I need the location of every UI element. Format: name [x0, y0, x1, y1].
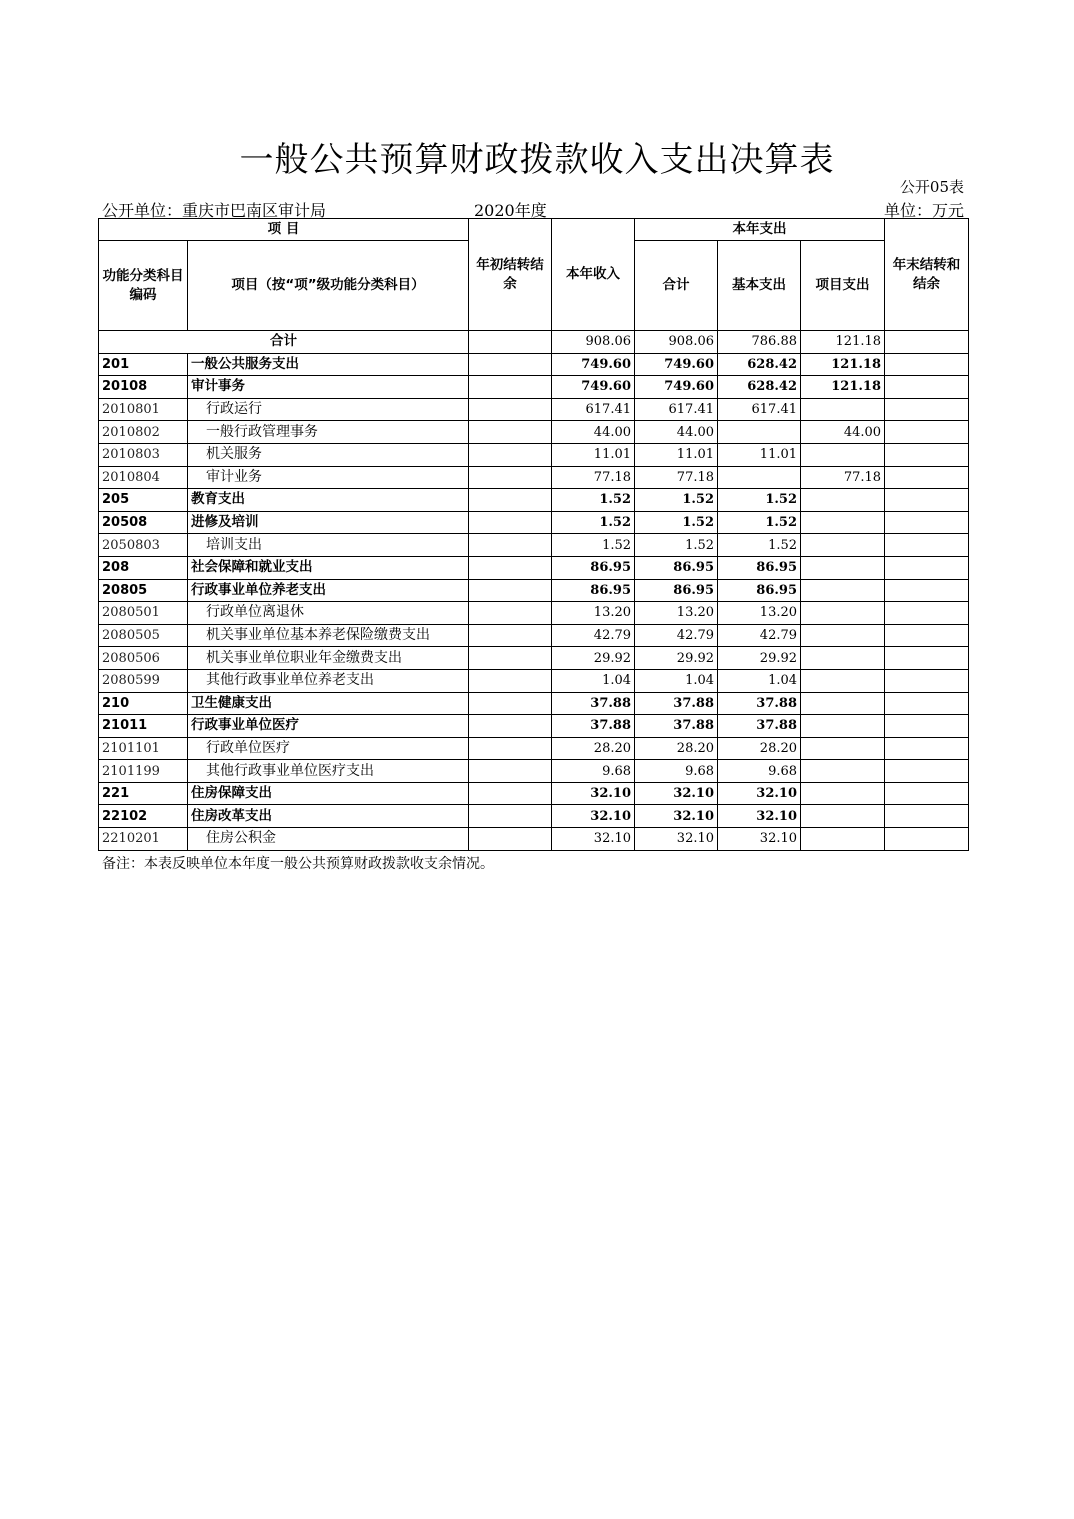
row-name: 教育支出 — [188, 489, 469, 512]
row-opening — [469, 805, 552, 828]
row-income: 28.20 — [552, 737, 635, 760]
row-project: 121.18 — [801, 353, 885, 376]
row-name: 住房公积金 — [188, 828, 469, 851]
header-expense-group: 本年支出 — [635, 219, 885, 241]
row-name: 其他行政事业单位医疗支出 — [188, 760, 469, 783]
table-row — [99, 579, 969, 602]
row-income: 617.41 — [552, 398, 635, 421]
row-opening — [469, 579, 552, 602]
table-row — [99, 692, 969, 715]
row-project — [801, 579, 885, 602]
row-basic: 37.88 — [718, 692, 801, 715]
page-title: 一般公共预算财政拨款收入支出决算表 — [239, 140, 835, 180]
reporting-unit: 公开单位：重庆市巴南区审计局 — [102, 201, 327, 220]
row-closing — [885, 782, 969, 805]
row-project — [801, 692, 885, 715]
row-basic: 628.42 — [718, 353, 801, 376]
row-project — [801, 443, 885, 466]
row-basic: 32.10 — [718, 805, 801, 828]
row-code: 201 — [99, 353, 188, 376]
table-row — [99, 353, 969, 376]
row-closing — [885, 760, 969, 783]
row-opening — [469, 489, 552, 512]
row-code: 210 — [99, 692, 188, 715]
table-row — [99, 466, 969, 489]
row-income: 37.88 — [552, 692, 635, 715]
header-opening: 年初结转结余 — [469, 219, 552, 331]
table-row — [99, 669, 969, 692]
row-opening — [469, 692, 552, 715]
row-basic: 37.88 — [718, 715, 801, 738]
row-opening — [469, 737, 552, 760]
row-total: 86.95 — [635, 579, 718, 602]
row-code: 22102 — [99, 805, 188, 828]
row-income: 13.20 — [552, 602, 635, 625]
row-project — [801, 805, 885, 828]
row-total: 1.04 — [635, 669, 718, 692]
row-closing — [885, 647, 969, 670]
budget-table — [98, 218, 969, 851]
row-basic: 29.92 — [718, 647, 801, 670]
row-total: 617.41 — [635, 398, 718, 421]
header-project: 项目支出 — [801, 241, 885, 331]
row-opening — [469, 466, 552, 489]
row-total: 32.10 — [635, 805, 718, 828]
row-code: 2080506 — [99, 647, 188, 670]
row-basic: 1.52 — [718, 534, 801, 557]
row-code: 20805 — [99, 579, 188, 602]
row-income: 77.18 — [552, 466, 635, 489]
total-project: 121.18 — [801, 331, 885, 354]
total-expense: 908.06 — [635, 331, 718, 354]
total-basic: 786.88 — [718, 331, 801, 354]
row-income: 29.92 — [552, 647, 635, 670]
row-name: 进修及培训 — [188, 511, 469, 534]
row-project — [801, 398, 885, 421]
header-basic: 基本支出 — [718, 241, 801, 331]
table-row — [99, 376, 969, 399]
row-total: 86.95 — [635, 556, 718, 579]
table-row — [99, 782, 969, 805]
row-opening — [469, 782, 552, 805]
row-opening — [469, 647, 552, 670]
row-closing — [885, 624, 969, 647]
table-row — [99, 489, 969, 512]
row-closing — [885, 692, 969, 715]
row-income: 32.10 — [552, 782, 635, 805]
row-project — [801, 669, 885, 692]
row-opening — [469, 398, 552, 421]
table-row — [99, 760, 969, 783]
table-row — [99, 511, 969, 534]
row-opening — [469, 828, 552, 851]
row-opening — [469, 760, 552, 783]
row-project — [801, 534, 885, 557]
row-project — [801, 489, 885, 512]
row-closing — [885, 421, 969, 444]
table-row — [99, 624, 969, 647]
row-total: 37.88 — [635, 692, 718, 715]
row-basic: 617.41 — [718, 398, 801, 421]
row-closing — [885, 805, 969, 828]
row-total: 749.60 — [635, 376, 718, 399]
row-name: 培训支出 — [188, 534, 469, 557]
fiscal-year: 2020年度 — [474, 201, 547, 220]
row-closing — [885, 737, 969, 760]
row-closing — [885, 602, 969, 625]
row-total: 42.79 — [635, 624, 718, 647]
row-basic: 28.20 — [718, 737, 801, 760]
row-basic: 32.10 — [718, 828, 801, 851]
header-income: 本年收入 — [552, 219, 635, 331]
row-opening — [469, 534, 552, 557]
row-total: 1.52 — [635, 534, 718, 557]
row-name: 行政单位离退休 — [188, 602, 469, 625]
row-income: 1.52 — [552, 489, 635, 512]
row-opening — [469, 602, 552, 625]
row-basic: 9.68 — [718, 760, 801, 783]
form-number: 公开05表 — [899, 178, 964, 196]
row-closing — [885, 579, 969, 602]
table-row — [99, 421, 969, 444]
row-basic: 32.10 — [718, 782, 801, 805]
row-basic: 86.95 — [718, 556, 801, 579]
row-code: 2010802 — [99, 421, 188, 444]
currency-unit: 单位：万元 — [883, 201, 964, 220]
row-closing — [885, 511, 969, 534]
row-name: 一般行政管理事务 — [188, 421, 469, 444]
row-basic: 13.20 — [718, 602, 801, 625]
table-body — [99, 331, 969, 851]
table-row — [99, 398, 969, 421]
row-name: 机关事业单位职业年金缴费支出 — [188, 647, 469, 670]
total-opening — [469, 331, 552, 354]
row-closing — [885, 715, 969, 738]
row-project — [801, 737, 885, 760]
row-closing — [885, 489, 969, 512]
header-closing: 年末结转和结余 — [885, 219, 969, 331]
row-income: 32.10 — [552, 805, 635, 828]
row-basic: 86.95 — [718, 579, 801, 602]
row-closing — [885, 398, 969, 421]
row-income: 44.00 — [552, 421, 635, 444]
row-income: 749.60 — [552, 353, 635, 376]
table-row — [99, 534, 969, 557]
row-name: 行政运行 — [188, 398, 469, 421]
table-row — [99, 737, 969, 760]
row-name: 机关服务 — [188, 443, 469, 466]
row-closing — [885, 556, 969, 579]
row-name: 行政单位医疗 — [188, 737, 469, 760]
row-closing — [885, 534, 969, 557]
row-total: 1.52 — [635, 489, 718, 512]
row-project — [801, 828, 885, 851]
row-income: 37.88 — [552, 715, 635, 738]
row-name: 审计事务 — [188, 376, 469, 399]
row-basic: 11.01 — [718, 443, 801, 466]
total-income: 908.06 — [552, 331, 635, 354]
row-code: 2080599 — [99, 669, 188, 692]
table-row — [99, 828, 969, 851]
row-basic: 42.79 — [718, 624, 801, 647]
row-project — [801, 760, 885, 783]
row-opening — [469, 715, 552, 738]
row-income: 1.52 — [552, 511, 635, 534]
header-item: 项 目 — [99, 219, 469, 241]
header-name: 项目（按“项”级功能分类科目） — [188, 241, 469, 331]
row-total: 28.20 — [635, 737, 718, 760]
row-name: 住房保障支出 — [188, 782, 469, 805]
row-code: 20108 — [99, 376, 188, 399]
total-closing — [885, 331, 969, 354]
row-closing — [885, 376, 969, 399]
row-total: 13.20 — [635, 602, 718, 625]
row-code: 2010801 — [99, 398, 188, 421]
row-name: 住房改革支出 — [188, 805, 469, 828]
row-income: 9.68 — [552, 760, 635, 783]
total-row — [99, 331, 969, 354]
row-project — [801, 715, 885, 738]
table-row — [99, 805, 969, 828]
table-row — [99, 602, 969, 625]
row-basic: 1.04 — [718, 669, 801, 692]
row-name: 一般公共服务支出 — [188, 353, 469, 376]
row-basic — [718, 421, 801, 444]
row-project: 44.00 — [801, 421, 885, 444]
row-code: 2050803 — [99, 534, 188, 557]
row-income: 11.01 — [552, 443, 635, 466]
row-income: 32.10 — [552, 828, 635, 851]
row-name: 卫生健康支出 — [188, 692, 469, 715]
row-opening — [469, 669, 552, 692]
row-code: 2010804 — [99, 466, 188, 489]
row-closing — [885, 466, 969, 489]
row-total: 32.10 — [635, 782, 718, 805]
row-project: 77.18 — [801, 466, 885, 489]
footnote: 备注：本表反映单位本年度一般公共预算财政拨款收支余情况。 — [102, 856, 494, 872]
row-closing — [885, 828, 969, 851]
row-code: 221 — [99, 782, 188, 805]
header-total: 合计 — [635, 241, 718, 331]
row-opening — [469, 624, 552, 647]
total-label: 合计 — [99, 331, 469, 354]
row-opening — [469, 556, 552, 579]
row-closing — [885, 443, 969, 466]
row-code: 2210201 — [99, 828, 188, 851]
row-total: 32.10 — [635, 828, 718, 851]
row-project — [801, 556, 885, 579]
row-opening — [469, 376, 552, 399]
row-total: 9.68 — [635, 760, 718, 783]
row-basic — [718, 466, 801, 489]
row-total: 11.01 — [635, 443, 718, 466]
row-project — [801, 647, 885, 670]
table-row — [99, 647, 969, 670]
row-income: 749.60 — [552, 376, 635, 399]
row-code: 2101101 — [99, 737, 188, 760]
row-basic: 1.52 — [718, 489, 801, 512]
row-project — [801, 602, 885, 625]
row-total: 1.52 — [635, 511, 718, 534]
row-name: 审计业务 — [188, 466, 469, 489]
row-basic: 628.42 — [718, 376, 801, 399]
row-closing — [885, 353, 969, 376]
row-opening — [469, 353, 552, 376]
row-total: 44.00 — [635, 421, 718, 444]
table-row — [99, 556, 969, 579]
row-name: 社会保障和就业支出 — [188, 556, 469, 579]
row-code: 2080501 — [99, 602, 188, 625]
row-code: 20508 — [99, 511, 188, 534]
row-name: 机关事业单位基本养老保险缴费支出 — [188, 624, 469, 647]
row-opening — [469, 511, 552, 534]
row-code: 2080505 — [99, 624, 188, 647]
row-name: 其他行政事业单位养老支出 — [188, 669, 469, 692]
row-project: 121.18 — [801, 376, 885, 399]
table-row — [99, 443, 969, 466]
row-income: 86.95 — [552, 556, 635, 579]
table-row — [99, 715, 969, 738]
row-income: 1.52 — [552, 534, 635, 557]
row-total: 29.92 — [635, 647, 718, 670]
row-code: 2010803 — [99, 443, 188, 466]
row-income: 86.95 — [552, 579, 635, 602]
row-closing — [885, 669, 969, 692]
row-name: 行政事业单位医疗 — [188, 715, 469, 738]
row-project — [801, 782, 885, 805]
header-code: 功能分类科目编码 — [99, 241, 188, 331]
row-opening — [469, 421, 552, 444]
row-basic: 1.52 — [718, 511, 801, 534]
row-code: 21011 — [99, 715, 188, 738]
row-code: 205 — [99, 489, 188, 512]
row-project — [801, 624, 885, 647]
row-income: 42.79 — [552, 624, 635, 647]
row-total: 77.18 — [635, 466, 718, 489]
row-project — [801, 511, 885, 534]
row-code: 208 — [99, 556, 188, 579]
row-income: 1.04 — [552, 669, 635, 692]
row-total: 37.88 — [635, 715, 718, 738]
row-opening — [469, 443, 552, 466]
row-total: 749.60 — [635, 353, 718, 376]
row-name: 行政事业单位养老支出 — [188, 579, 469, 602]
row-code: 2101199 — [99, 760, 188, 783]
